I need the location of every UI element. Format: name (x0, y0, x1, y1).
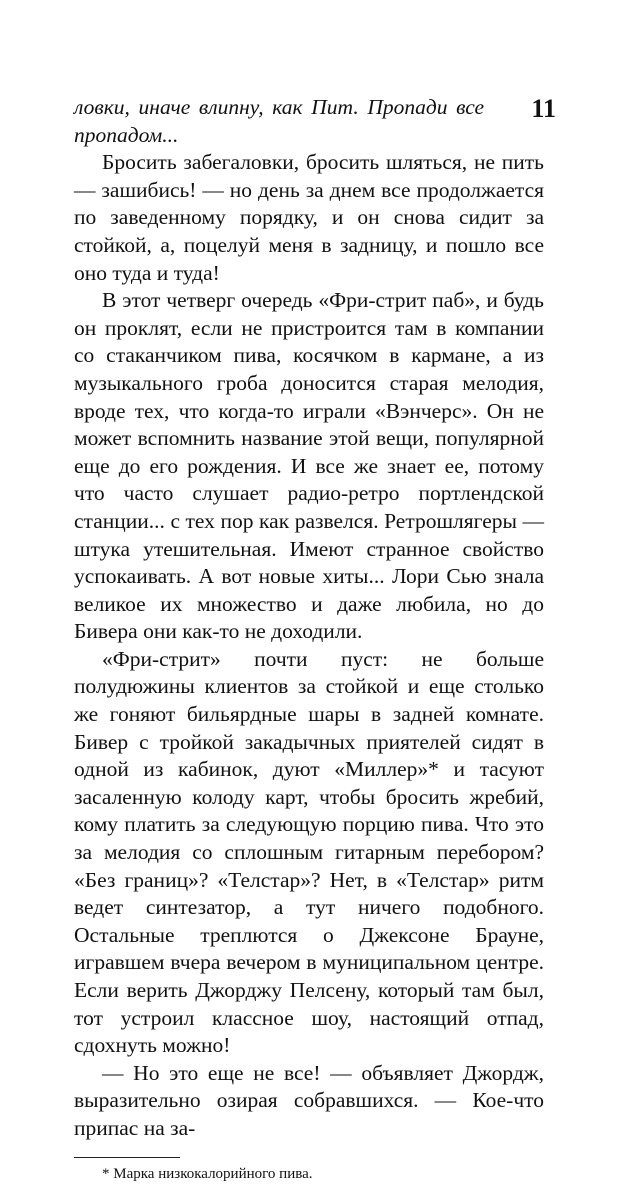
book-page (74, 94, 556, 1182)
page-number: 11 (531, 94, 556, 123)
footnote: * Марка низкокалорийного пива. (102, 1165, 313, 1182)
footnote-divider (74, 1157, 180, 1158)
paragraph: «Фри-стрит» почти пуст: не больше полудюжины клиентов за стойкой и еще столько же гоняют бильярдные шары в задней комнате. Бивер с тройкой закадычных приятелей сидят в одной из кабинок, дуют «Миллер»* и тасуют засаленную колоду карт, чтобы бросить жребий, кому платить за следующую порцию пива. Что это за мелодия со сплошным гитарным перебором? «Без границ»? «Телстар»? Нет, в «Телстар» ритм ведет синтезатор, а тут ничего подобного. Остальные треплются о Джексоне Брауне, игравшем вчера вечером в муниципальном центре. Если верить Джорджу Пелсену, который там был, тот устроил классное шоу, настоящий отпад, сдохнуть можно! (74, 646, 544, 1058)
paragraph: В этот четверг очередь «Фри-стрит паб», и будь он проклят, если не пристроится там в компании со стаканчиком пива, косячком в кармане, а из музыкального гроба доносится старая мелодия, вроде тех, что когда-то играли «Вэнчерс». Он не может вспомнить название этой вещи, популярной еще до его рождения. И все же знает ее, потому что часто слушает радио-ретро портлендской станции... с тех пор как развелся. Ретрошлягеры — штука утешительная. Имеют странное свойство успокаивать. А вот новые хиты... Лори Сью знала великое их множество и даже любила, но до Бивера они как-то не доходили. (74, 288, 544, 644)
paragraph: Бросить забегаловки, бросить шляться, не пить — зашибись! — но день за днем все продолжается по заведенному порядку, и он снова сидит за стойкой, а, поцелуй меня в задницу, и пошло все оно туда и туда! (74, 150, 544, 285)
body-text (74, 94, 544, 1143)
continued-paragraph: ловки, иначе влипну, как Пит. Пропади все пропадом... (74, 95, 484, 147)
paragraph: — Но это еще не все! — объявляет Джордж, выразительно озирая собравшихся. — Кое-что припас на за- (74, 1060, 544, 1140)
